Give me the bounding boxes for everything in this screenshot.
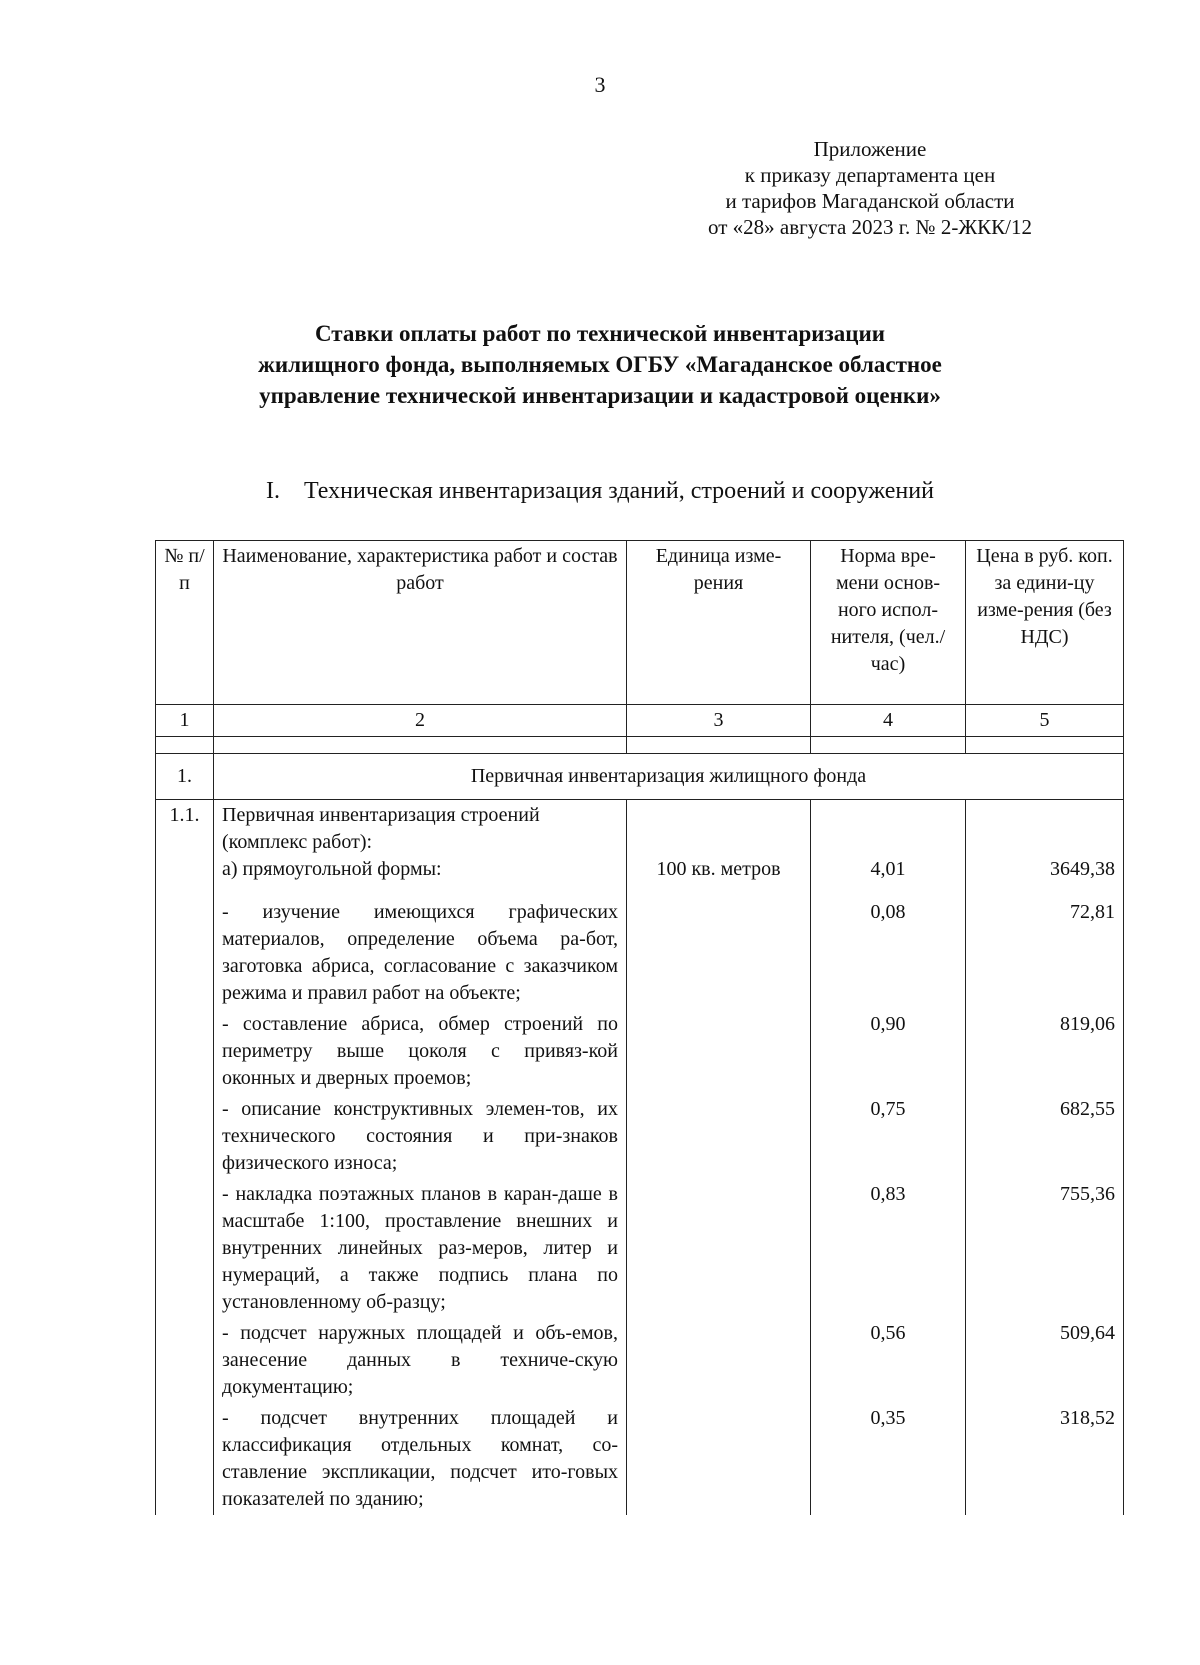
section-row-num: 1. [156, 754, 214, 800]
table-row [156, 800, 1124, 886]
header-price: Цена в руб. коп. за едини-цу изме-рения (без НДС) [966, 541, 1124, 705]
header-unit: Единица изме-рения [627, 541, 811, 705]
appendix-line: к приказу департамента цен [744, 163, 996, 187]
section-heading [0, 478, 1200, 505]
appendix-line: от «28» августа 2023 г. № 2-ЖКК/12 [707, 215, 1032, 239]
row-price: 755,36 [966, 1179, 1124, 1318]
row-norm: 4,01 [811, 800, 966, 886]
section-row-text: Первичная инвентаризация жилищного фонда [214, 754, 1124, 800]
item-subtitle: а) прямоугольной формы: [222, 858, 442, 880]
row-text: - описание конструктивных элемен-тов, их технического состояния и при-знаков физического износа; [214, 1094, 627, 1179]
row-text: - изучение имеющихся графических материалов, определение объема ра-бот, заготовка абриса, согласование с заказчиком режима и правил работ на объекте; [214, 885, 627, 1009]
table-row [156, 1094, 1124, 1179]
row-text: - подсчет наружных площадей и объ-емов, занесение данных в техниче-скую документацию; [214, 1318, 627, 1403]
appendix-line: и тарифов Магаданской области [725, 189, 1015, 213]
rates-table [155, 540, 1124, 1515]
row-price: 819,06 [966, 1009, 1124, 1094]
row-norm: 0,90 [811, 1009, 966, 1094]
title-line: управление технической инвентаризации и кадастровой оценки» [259, 383, 941, 408]
row-norm: 0,56 [811, 1318, 966, 1403]
row-price: 72,81 [966, 885, 1124, 1009]
table-row [156, 1318, 1124, 1403]
table-row [156, 885, 1124, 1009]
row-price: 318,52 [966, 1403, 1124, 1515]
row-text [214, 800, 627, 886]
row-norm: 0,75 [811, 1094, 966, 1179]
table-row [156, 1403, 1124, 1515]
appendix-line: Приложение [813, 137, 927, 161]
title-line: Ставки оплаты работ по технической инвентаризации [314, 321, 886, 346]
section-text: Техническая инвентаризация зданий, строений и сооружений [304, 478, 934, 504]
col-number: 5 [966, 705, 1124, 737]
table-row [156, 1009, 1124, 1094]
row-norm: 0,35 [811, 1403, 966, 1515]
section-row [156, 754, 1124, 800]
row-unit: 100 кв. метров [627, 800, 811, 886]
row-norm: 0,83 [811, 1179, 966, 1318]
row-text: - накладка поэтажных планов в каран-даше в масштабе 1:100, проставление внешних и внутренних линейных раз-меров, литер и нумераций, а также подпись плана по установленному об-разцу; [214, 1179, 627, 1318]
column-number-row [156, 705, 1124, 737]
table-header-row [156, 541, 1124, 705]
row-price: 509,64 [966, 1318, 1124, 1403]
document-title [0, 318, 1200, 411]
col-number: 4 [811, 705, 966, 737]
row-text: - составление абриса, обмер строений по периметру выше цоколя с привяз-кой оконных и дверных проемов; [214, 1009, 627, 1094]
row-norm: 0,08 [811, 885, 966, 1009]
col-number: 3 [627, 705, 811, 737]
item-title: Первичная инвентаризация строений (комплекс работ): [222, 804, 540, 853]
row-text: - подсчет внутренних площадей и классификация отдельных комнат, со-ставление экспликации, подсчет ито-говых показателей по зданию; [214, 1403, 627, 1515]
appendix-block [660, 136, 1080, 240]
header-num: № п/п [156, 541, 214, 705]
table-row [156, 1179, 1124, 1318]
row-price: 682,55 [966, 1094, 1124, 1179]
title-line: жилищного фонда, выполняемых ОГБУ «Магаданское областное [258, 352, 942, 377]
header-name: Наименование, характеристика работ и состав работ [214, 541, 627, 705]
header-norm: Норма вре-мени основ-ного испол-нителя, (чел./час) [811, 541, 966, 705]
row-num: 1.1. [156, 800, 214, 886]
section-roman: I. [266, 478, 281, 504]
col-number: 1 [156, 705, 214, 737]
col-number: 2 [214, 705, 627, 737]
row-price: 3649,38 [966, 800, 1124, 886]
spacer-row [156, 737, 1124, 754]
page-number: 3 [594, 72, 606, 97]
